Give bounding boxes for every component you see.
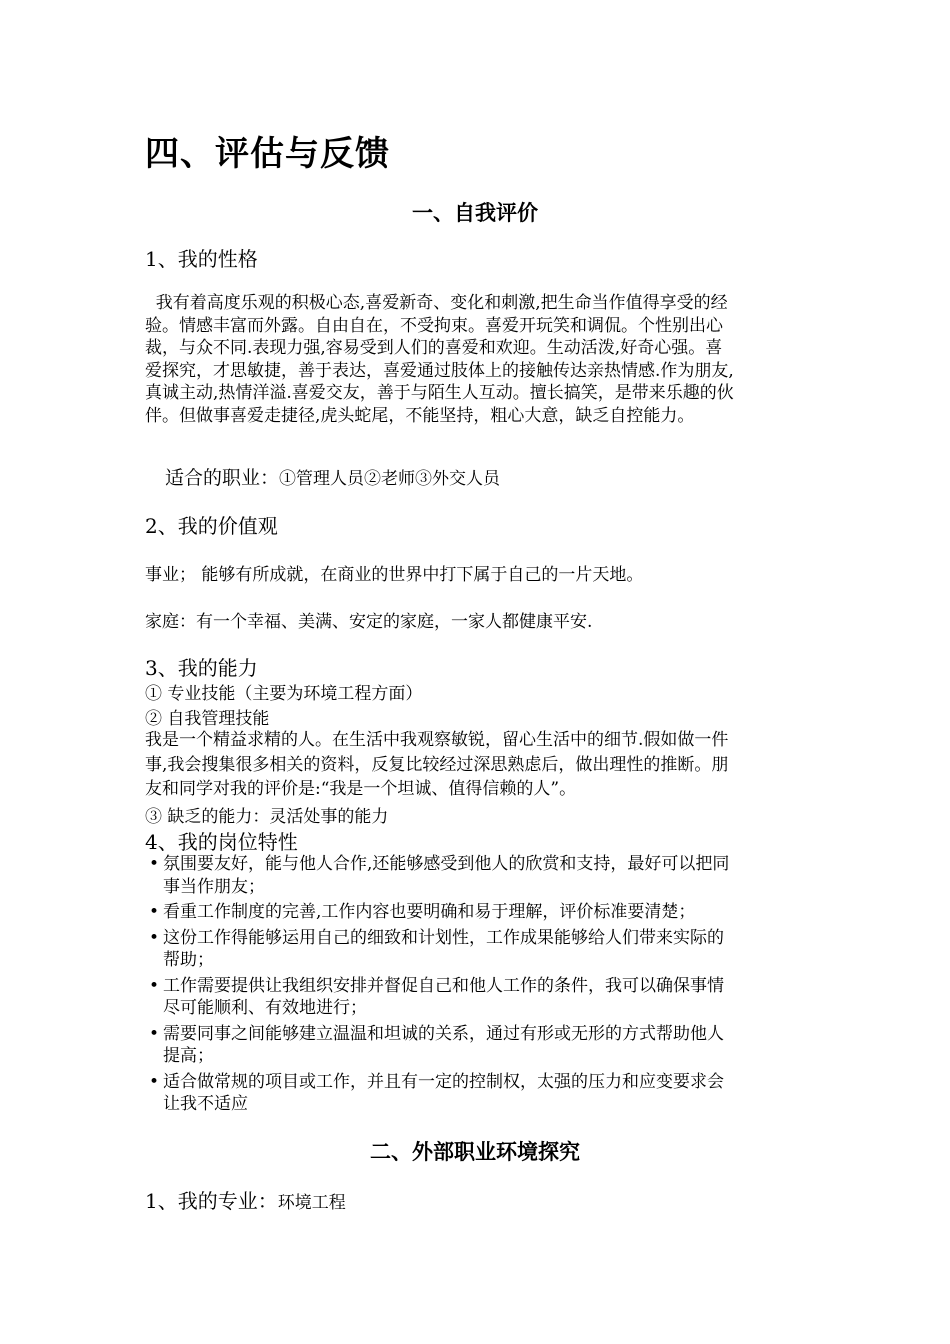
list-item bbox=[145, 1023, 807, 1068]
list-item bbox=[145, 901, 807, 924]
values-career: 事业； 能够有所成就，在商业的世界中打下属于自己的一片天地。 bbox=[145, 565, 644, 585]
bullet: • bbox=[148, 854, 160, 874]
text-line: 裁，与众不同.表现力强,容易受到人们的喜爱和欢迎。生动活泼,好奇心强。喜 bbox=[145, 338, 723, 358]
list-item bbox=[145, 927, 807, 972]
text-line: 我有着高度乐观的积极心态,喜爱新奇、变化和刺激,把生命当作值得享受的经 bbox=[145, 293, 728, 313]
suitable-careers bbox=[165, 463, 500, 490]
bullet: • bbox=[148, 1071, 160, 1092]
text-line: 友和同学对我的评价是:“我是一个坦诚、值得信赖的人”。 bbox=[145, 779, 577, 799]
personality-paragraph bbox=[145, 292, 807, 427]
list-item-text: 适合做常规的项目或工作，并且有一定的控制权，太强的压力和应变要求会 bbox=[163, 1071, 724, 1092]
ability-item-2: ② 自我管理技能 bbox=[145, 709, 270, 729]
bullet: • bbox=[148, 1023, 160, 1044]
list-item-text: 工作需要提供让我组织安排并督促自己和他人工作的条件，我可以确保事情 bbox=[163, 975, 724, 996]
text-line: 验。情感丰富而外露。自由自在，不受拘束。喜爱开玩笑和调侃。个性别出心 bbox=[145, 315, 723, 336]
list-item-text: 事当作朋友； bbox=[163, 876, 265, 897]
text-line: 真诚主动,热情洋溢.喜爱交友，善于与陌生人互动。擅长搞笑，是带来乐趣的伙 bbox=[145, 383, 734, 403]
major-label: 1、我的专业： bbox=[145, 1189, 278, 1213]
values-family: 家庭：有一个幸福、美满、安定的家庭，一家人都健康平安. bbox=[145, 612, 593, 632]
list-item bbox=[145, 853, 807, 898]
section-heading-self-evaluation: 一、自我评价 bbox=[412, 200, 538, 225]
list-item bbox=[145, 1071, 807, 1116]
ability-item-1: ① 专业技能（主要为环境工程方面） bbox=[145, 684, 423, 704]
list-item-text: 氛围要友好，能与他人合作,还能够感受到他人的欣赏和支持，最好可以把同 bbox=[163, 854, 730, 874]
ability-paragraph bbox=[145, 728, 807, 802]
subheading-ability: 3、我的能力 bbox=[145, 656, 258, 680]
text-line: 伴。但做事喜爱走捷径,虎头蛇尾，不能坚持，粗心大意，缺乏自控能力。 bbox=[145, 405, 695, 426]
list-item bbox=[145, 975, 807, 1020]
ability-item-3: ③ 缺乏的能力：灵活处事的能力 bbox=[145, 807, 389, 827]
bullet: • bbox=[148, 975, 160, 996]
text-line: 我是一个精益求精的人。在生活中我观察敏锐，留心生活中的细节.假如做一件 bbox=[145, 730, 729, 750]
list-item-text: 需要同事之间能够建立温温和坦诚的关系，通过有形或无形的方式帮助他人 bbox=[163, 1023, 724, 1044]
list-item-text: 让我不适应 bbox=[163, 1094, 248, 1114]
section-heading-external-environment: 二、外部职业环境探究 bbox=[370, 1139, 580, 1164]
careers-label: 适合的职业： bbox=[165, 467, 280, 489]
text-line: 爱探究，才思敏捷，善于表达，喜爱通过肢体上的接触传达亲热情感.作为朋友, bbox=[145, 360, 734, 381]
subheading-values: 2、我的价值观 bbox=[145, 514, 278, 538]
list-item-text: 看重工作制度的完善,工作内容也要明确和易于理解，评价标准要清楚； bbox=[163, 902, 696, 922]
document-title: 四、评估与反馈 bbox=[145, 134, 390, 174]
position-list bbox=[145, 853, 807, 1116]
subheading-personality: 1、我的性格 bbox=[145, 247, 258, 271]
list-item-text: 这份工作得能够运用自己的细致和计划性，工作成果能够给人们带来实际的 bbox=[163, 927, 724, 948]
text-line: 事,我会搜集很多相关的资料，反复比较经过深思熟虑后，做出理性的推断。朋 bbox=[145, 754, 729, 775]
subheading-position: 4、我的岗位特性 bbox=[145, 830, 298, 854]
list-item-text: 尽可能顺利、有效地进行； bbox=[163, 998, 367, 1018]
major-value: 环境工程 bbox=[277, 1193, 346, 1213]
careers-value: ①管理人员②老师③外交人员 bbox=[279, 469, 501, 489]
bullet: • bbox=[148, 927, 160, 948]
subheading-major bbox=[145, 1185, 346, 1214]
bullet: • bbox=[148, 902, 160, 922]
list-item-text: 提高； bbox=[163, 1046, 214, 1066]
list-item-text: 帮助； bbox=[163, 950, 214, 970]
